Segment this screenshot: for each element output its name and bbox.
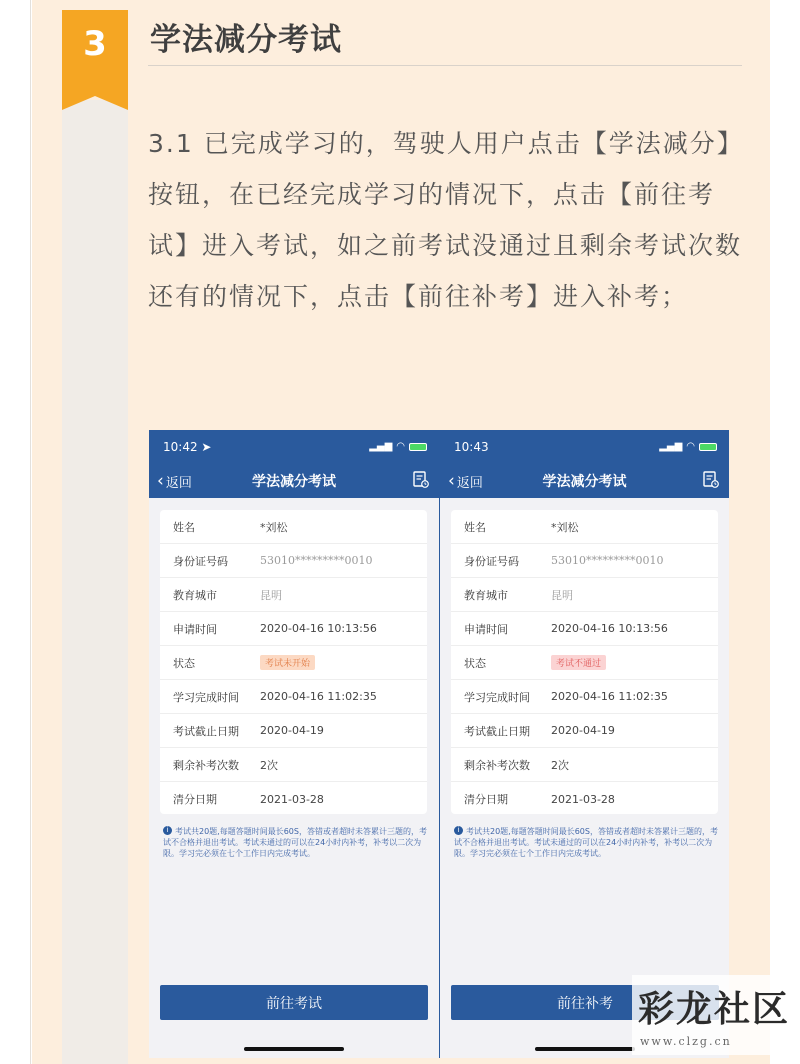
row-label: 教育城市 bbox=[173, 588, 217, 602]
row-label: 剩余补考次数 bbox=[464, 758, 530, 772]
row-label: 学习完成时间 bbox=[464, 690, 530, 704]
info-row-deadline bbox=[451, 714, 718, 748]
section-number: 3 bbox=[83, 24, 107, 64]
info-row-status bbox=[160, 646, 427, 680]
info-row-status bbox=[451, 646, 718, 680]
page-left-margin bbox=[0, 0, 31, 1064]
wifi-icon: ◠ bbox=[686, 441, 695, 452]
note-text: 考试共20题,每题答题时间最长60S，答错或者超时未答累计三题的，考试不合格并退出考试。考试未通过的可以在24小时内补考，补考以二次为限。学习完必须在七个工作日内完成考试。 bbox=[163, 827, 427, 858]
title-divider bbox=[148, 65, 742, 66]
row-label: 申请时间 bbox=[464, 622, 508, 636]
row-label: 姓名 bbox=[464, 520, 486, 534]
row-label: 清分日期 bbox=[464, 793, 508, 806]
row-label: 教育城市 bbox=[464, 588, 508, 602]
back-label: 返回 bbox=[456, 476, 483, 491]
info-row-apply-time bbox=[160, 612, 427, 646]
row-value: 2021-03-28 bbox=[551, 792, 615, 806]
signal-icon: ▂▄▆ bbox=[659, 441, 683, 452]
row-value: 2次 bbox=[551, 758, 569, 772]
info-row-retries bbox=[160, 748, 427, 782]
nav-bar bbox=[149, 463, 439, 498]
nav-title: 学法减分考试 bbox=[542, 473, 627, 490]
home-indicator bbox=[244, 1047, 344, 1051]
row-value: 2020-04-16 10:13:56 bbox=[260, 622, 377, 635]
row-value: 2020-04-19 bbox=[551, 724, 615, 737]
go-to-retake-button[interactable]: 前往补考 bbox=[451, 985, 719, 1020]
back-button[interactable] bbox=[448, 472, 483, 491]
row-label: 身份证号码 bbox=[464, 554, 519, 568]
info-row-apply-time bbox=[451, 612, 718, 646]
status-icons bbox=[369, 441, 427, 452]
watermark-main: 彩龙社区 bbox=[638, 988, 791, 1030]
nav-title: 学法减分考试 bbox=[252, 473, 336, 490]
info-row-deadline bbox=[160, 714, 427, 748]
document-record-icon[interactable] bbox=[703, 471, 719, 489]
row-label: 考试截止日期 bbox=[173, 724, 239, 738]
page-right-margin bbox=[770, 0, 800, 1064]
exam-note bbox=[454, 826, 720, 859]
status-bar bbox=[149, 430, 439, 463]
row-label: 状态 bbox=[464, 656, 486, 670]
status-time: 10:43 bbox=[454, 439, 489, 454]
info-row-city bbox=[451, 578, 718, 612]
row-value: 53010*********0010 bbox=[551, 554, 664, 567]
battery-icon bbox=[409, 443, 427, 451]
row-value: 2021-03-28 bbox=[260, 792, 324, 806]
info-row-id bbox=[451, 544, 718, 578]
row-value: 2020-04-16 11:02:35 bbox=[551, 690, 668, 703]
back-label: 返回 bbox=[165, 476, 192, 491]
info-row-retries bbox=[451, 748, 718, 782]
row-label: 申请时间 bbox=[173, 622, 217, 636]
exam-info-card bbox=[160, 510, 427, 814]
status-badge: 考试不通过 bbox=[551, 655, 606, 670]
exam-info-card bbox=[451, 510, 718, 814]
info-row-clear-date bbox=[451, 782, 718, 816]
go-to-exam-button[interactable]: 前往考试 bbox=[160, 985, 428, 1020]
row-value: *刘松 bbox=[260, 520, 288, 534]
info-row-city bbox=[160, 578, 427, 612]
phone-screenshot-retake bbox=[439, 430, 729, 1058]
section-paragraph: 3.1 已完成学习的，驾驶人用户点击【学法减分】按钮，在已经完成学习的情况下，点击【前往考试】进入考试，如之前考试没通过且剩余考试次数还有的情况下，点击【前往补考】进入补考； bbox=[148, 129, 744, 311]
home-indicator bbox=[535, 1047, 635, 1051]
nav-bar bbox=[440, 463, 729, 498]
row-value: 2020-04-16 10:13:56 bbox=[551, 622, 668, 635]
location-arrow-icon: ➤ bbox=[201, 439, 212, 454]
info-row-study-done bbox=[160, 680, 427, 714]
row-value: *刘松 bbox=[551, 520, 579, 534]
row-value: 2次 bbox=[260, 758, 278, 772]
signal-icon: ▂▄▆ bbox=[369, 441, 393, 452]
row-label: 考试截止日期 bbox=[464, 724, 530, 738]
back-button[interactable] bbox=[157, 472, 192, 491]
watermark-url: www.clzg.cn bbox=[640, 1035, 732, 1048]
row-label: 学习完成时间 bbox=[173, 690, 239, 704]
row-label: 姓名 bbox=[173, 520, 195, 534]
ribbon-strip bbox=[62, 100, 128, 1064]
info-row-name bbox=[451, 510, 718, 544]
wifi-icon: ◠ bbox=[396, 441, 405, 452]
section-title: 学法减分考试 bbox=[150, 22, 342, 58]
status-bar bbox=[440, 430, 729, 463]
info-row-study-done bbox=[451, 680, 718, 714]
info-row-clear-date bbox=[160, 782, 427, 816]
info-icon: i bbox=[454, 826, 463, 835]
document-record-icon[interactable] bbox=[413, 471, 429, 489]
row-label: 清分日期 bbox=[173, 793, 217, 806]
screenshots bbox=[149, 430, 729, 1058]
status-time: 10:42 ➤ bbox=[163, 439, 212, 454]
info-row-id bbox=[160, 544, 427, 578]
info-icon: i bbox=[163, 826, 172, 835]
chevron-left-icon: ‹ bbox=[448, 471, 455, 491]
note-text: 考试共20题,每题答题时间最长60S，答错或者超时未答累计三题的，考试不合格并退出考试。考试未通过的可以在24小时内补考，补考以二次为限。学习完必须在七个工作日内完成考试。 bbox=[454, 827, 718, 858]
row-label: 身份证号码 bbox=[173, 554, 228, 568]
exam-note bbox=[163, 826, 429, 859]
status-badge: 考试未开始 bbox=[260, 655, 315, 670]
site-watermark-logo bbox=[632, 975, 792, 1055]
chevron-left-icon: ‹ bbox=[157, 471, 164, 491]
row-value: 昆明 bbox=[551, 588, 573, 602]
phone-screenshot-exam bbox=[149, 430, 439, 1058]
row-value: 昆明 bbox=[260, 588, 282, 602]
section-number-ribbon bbox=[62, 10, 128, 110]
row-value: 2020-04-19 bbox=[260, 724, 324, 737]
row-label: 剩余补考次数 bbox=[173, 758, 239, 772]
battery-icon bbox=[699, 443, 717, 451]
row-value: 53010*********0010 bbox=[260, 554, 373, 567]
status-icons bbox=[659, 441, 717, 452]
row-value: 2020-04-16 11:02:35 bbox=[260, 690, 377, 703]
row-label: 状态 bbox=[173, 656, 195, 670]
info-row-name bbox=[160, 510, 427, 544]
